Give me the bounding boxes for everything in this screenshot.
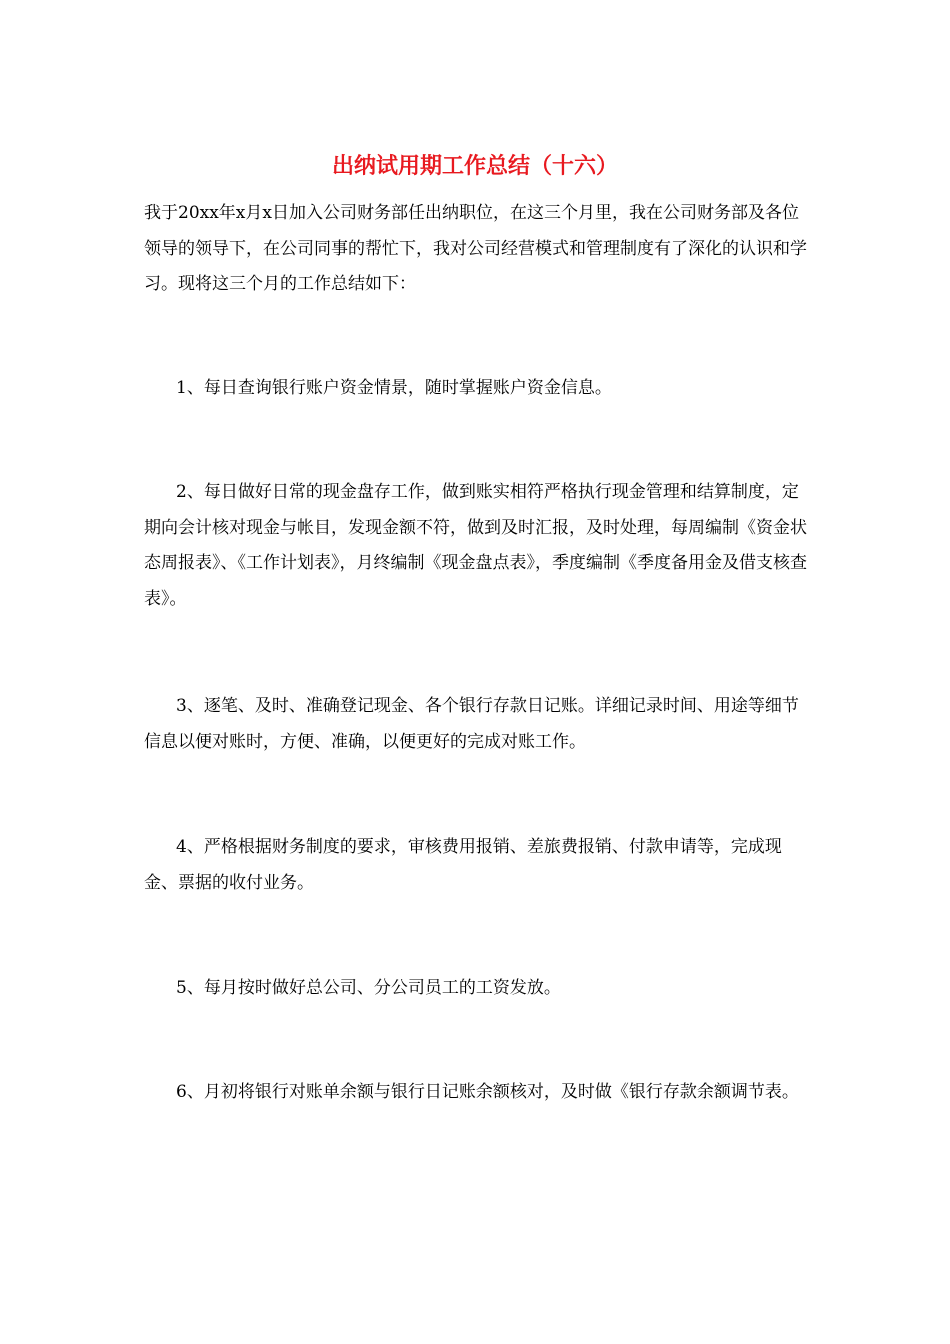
intro-paragraph: 我于20xx年x月x日加入公司财务部任出纳职位，在这三个月里，我在公司财务部及各位领导的领导下，在公司同事的帮忙下，我对公司经营模式和管理制度有了深化的认识和学习。现将这三个月的工作总结如下： — [144, 203, 807, 294]
list-item-3: 3、逐笔、及时、准确登记现金、各个银行存款日记账。详细记录时间、用途等细节信息以便对账时，方便、准确，以便更好的完成对账工作。 — [144, 696, 799, 752]
list-item-2: 2、每日做好日常的现金盘存工作，做到账实相符严格执行现金管理和结算制度，定期向会计核对现金与帐目，发现金额不符，做到及时汇报，及时处理，每周编制《资金状态周报表》、《工作计划表》，月终编制《现金盘点表》，季度编制《季度备用金及借支核查表》。 — [144, 482, 807, 609]
list-item-6: 6、月初将银行对账单余额与银行日记账余额核对，及时做《银行存款余额调节表。 — [176, 1082, 799, 1102]
document-title: 出纳试用期工作总结（十六） — [331, 154, 618, 179]
list-item-5: 5、每月按时做好总公司、分公司员工的工资发放。 — [176, 978, 561, 998]
list-item-1: 1、每日查询银行账户资金情景，随时掌握账户资金信息。 — [176, 378, 612, 398]
list-item-4: 4、严格根据财务制度的要求，审核费用报销、差旅费报销、付款申请等，完成现金、票据的收付业务。 — [144, 837, 782, 893]
